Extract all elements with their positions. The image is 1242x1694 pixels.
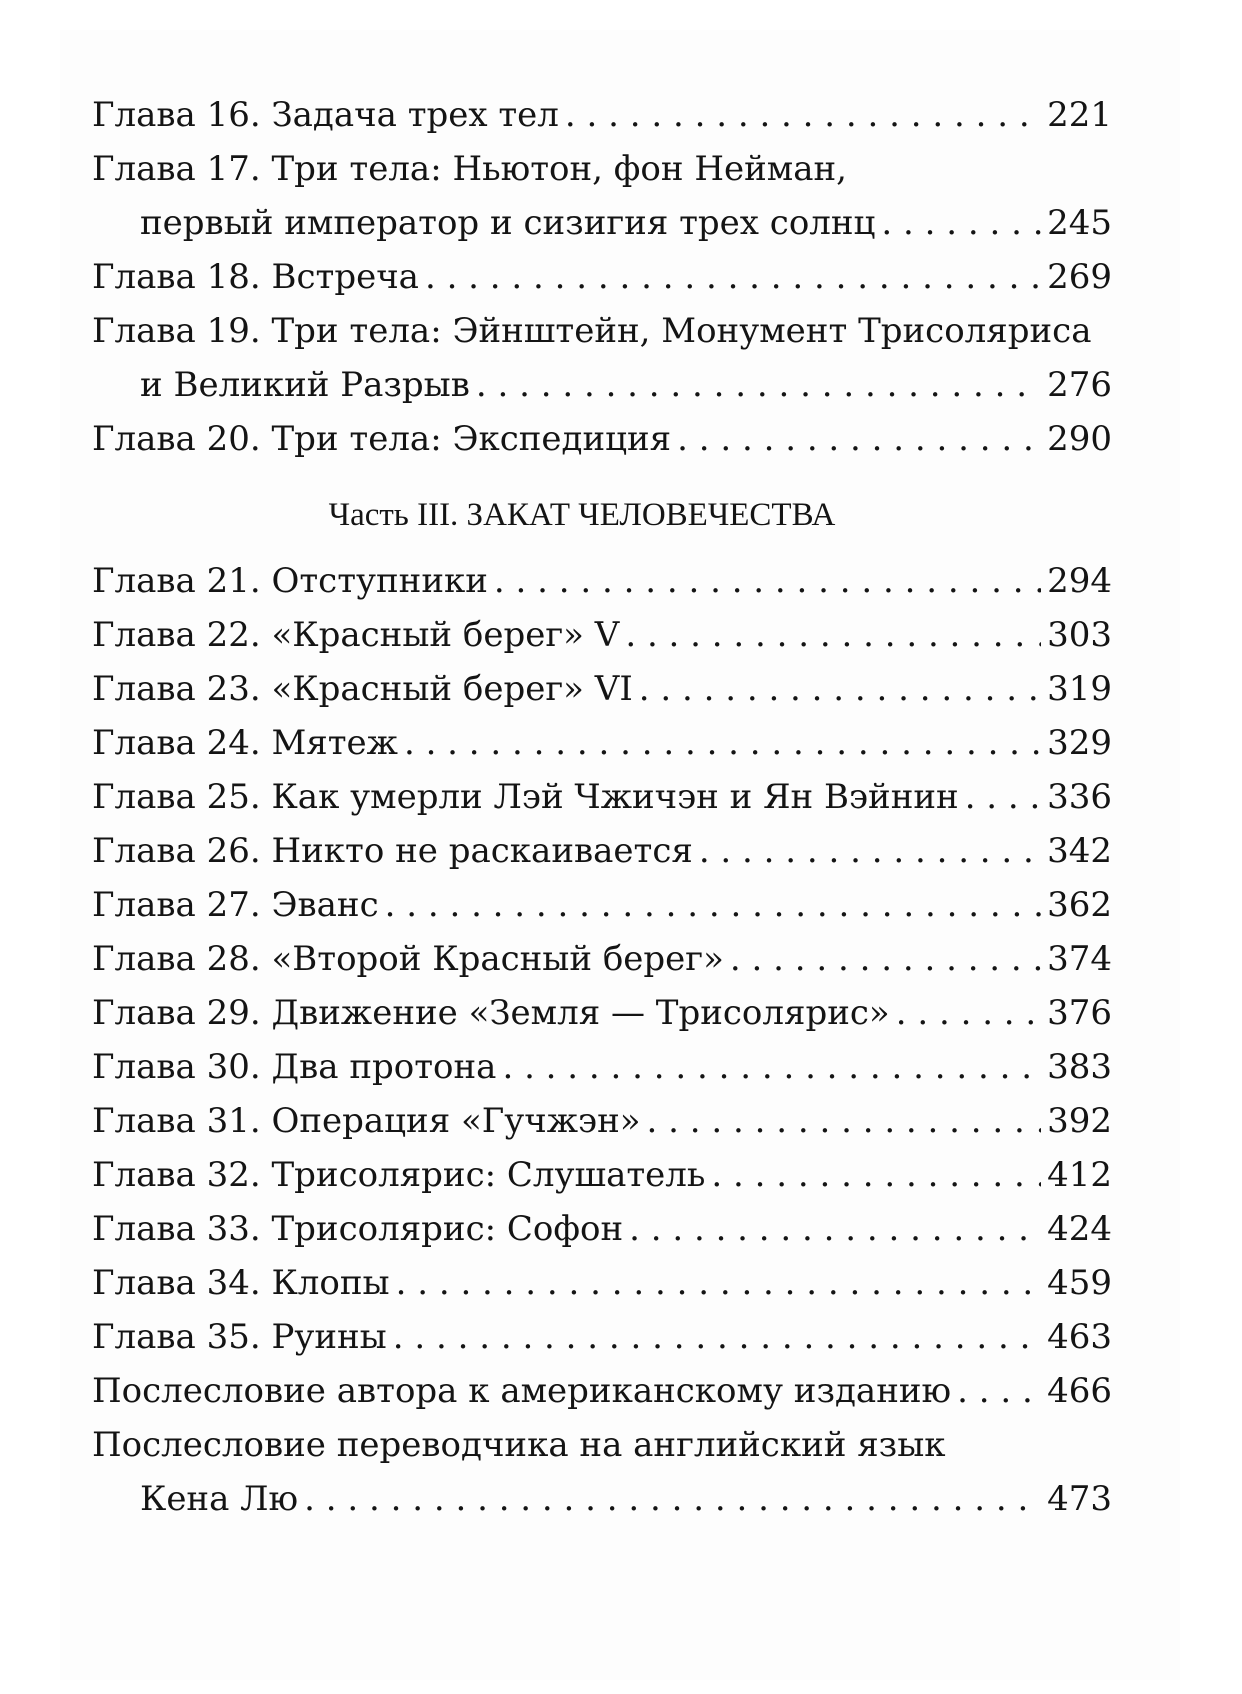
toc-entry (92, 88, 1112, 142)
dot-leader (699, 824, 1041, 878)
toc-entry (92, 824, 1112, 878)
toc-entry-line (92, 88, 1112, 142)
toc-entry (92, 1148, 1112, 1202)
toc-page-number: 290 (1047, 419, 1112, 459)
toc-entry-line (92, 554, 1112, 608)
toc-entry-line (92, 1040, 1112, 1094)
toc-entry-line (92, 608, 1112, 662)
toc-entry (92, 1310, 1112, 1364)
toc-page-number: 336 (1047, 777, 1112, 817)
dot-leader (396, 1256, 1042, 1310)
toc-entry-line (92, 304, 1112, 358)
toc-entry-title: Глава 32. Трисолярис: Слушатель (92, 1155, 706, 1195)
toc-entry (92, 932, 1112, 986)
toc-entry (92, 1040, 1112, 1094)
toc-page-number: 473 (1047, 1479, 1112, 1519)
toc-entry-line (92, 1364, 1112, 1418)
toc-page-number: 412 (1047, 1155, 1112, 1195)
dot-leader (711, 1148, 1041, 1202)
dot-leader (730, 932, 1041, 986)
toc-entry-title: Послесловие переводчика на английский язык (92, 1425, 946, 1465)
toc-entry-line (92, 1418, 1112, 1472)
toc-entry-line (92, 250, 1112, 304)
toc-page-number: 463 (1047, 1317, 1112, 1357)
toc-page-number: 383 (1047, 1047, 1112, 1087)
dot-leader (629, 1202, 1041, 1256)
toc-entry (92, 1364, 1112, 1418)
dot-leader (476, 358, 1041, 412)
dot-leader (881, 196, 1041, 250)
toc-page-number: 245 (1047, 203, 1112, 243)
toc-entry (92, 1202, 1112, 1256)
toc-entry-title: Глава 16. Задача трех тел (92, 95, 559, 135)
toc-entry (92, 1418, 1112, 1526)
dot-leader (647, 1094, 1042, 1148)
toc-entry (92, 554, 1112, 608)
toc-entry-title: Глава 23. «Красный берег» VI (92, 669, 633, 709)
toc-page-number: 459 (1047, 1263, 1112, 1303)
toc-page-number: 329 (1047, 723, 1112, 763)
dot-leader (393, 1310, 1041, 1364)
toc-entry-line (92, 1202, 1112, 1256)
toc-section-after (92, 554, 1112, 1526)
toc-section-before (92, 88, 1112, 466)
toc-entry-title: и Великий Разрыв (140, 365, 470, 405)
toc-entry-line (92, 1094, 1112, 1148)
dot-leader (425, 250, 1041, 304)
toc-page-number: 342 (1047, 831, 1112, 871)
toc-page-number: 424 (1047, 1209, 1112, 1249)
toc-page-number: 392 (1047, 1101, 1112, 1141)
toc-entry-line (92, 716, 1112, 770)
toc-entry-line (92, 662, 1112, 716)
toc-entry-title: Глава 33. Трисолярис: Софон (92, 1209, 624, 1249)
toc-entry (92, 878, 1112, 932)
part-heading: Часть III. ЗАКАТ ЧЕЛОВЕЧЕСТВА (328, 497, 836, 533)
dot-leader (639, 662, 1041, 716)
toc-entry-line (92, 1148, 1112, 1202)
dot-leader (502, 1040, 1041, 1094)
toc-page-number: 374 (1047, 939, 1112, 979)
dot-leader (677, 412, 1041, 466)
table-of-contents (92, 88, 1112, 1526)
toc-entry-title: Глава 24. Мятеж (92, 723, 398, 763)
toc-entry (92, 1256, 1112, 1310)
toc-entry (92, 716, 1112, 770)
toc-entry (92, 1094, 1112, 1148)
toc-entry-line (92, 824, 1112, 878)
toc-entry-title: Глава 34. Клопы (92, 1263, 390, 1303)
toc-page-number: 269 (1047, 257, 1112, 297)
toc-page-number: 221 (1047, 95, 1112, 135)
toc-entry (92, 662, 1112, 716)
toc-entry-line (92, 1310, 1112, 1364)
toc-entry-title: Кена Лю (140, 1479, 299, 1519)
toc-entry-title: Глава 27. Эванс (92, 885, 379, 925)
toc-page-number: 466 (1047, 1371, 1112, 1411)
toc-page-number: 303 (1047, 615, 1112, 655)
toc-entry (92, 986, 1112, 1040)
dot-leader (896, 986, 1041, 1040)
dot-leader (494, 554, 1041, 608)
toc-entry-title: первый император и сизигия трех солнц (140, 203, 876, 243)
toc-entry-title: Глава 25. Как умерли Лэй Чжичэн и Ян Вэйнин (92, 777, 959, 817)
toc-entry-line (92, 770, 1112, 824)
toc-entry (92, 304, 1112, 412)
toc-entry-title: Глава 29. Движение «Земля — Трисолярис» (92, 993, 890, 1033)
dot-leader (565, 88, 1041, 142)
toc-entry-title: Глава 35. Руины (92, 1317, 387, 1357)
toc-entry-line (92, 142, 1112, 196)
toc-page-number: 294 (1047, 561, 1112, 601)
toc-entry-line (92, 412, 1112, 466)
toc-entry-title: Глава 18. Встреча (92, 257, 419, 297)
toc-entry-title: Глава 19. Три тела: Эйнштейн, Монумент Трисоляриса (92, 311, 1092, 351)
toc-entry-line (92, 1256, 1112, 1310)
toc-page-number: 376 (1047, 993, 1112, 1033)
toc-entry (92, 412, 1112, 466)
toc-entry-line (92, 932, 1112, 986)
toc-entry (92, 250, 1112, 304)
toc-entry-line (92, 358, 1112, 412)
toc-entry-line (92, 196, 1112, 250)
dot-leader (957, 1364, 1041, 1418)
toc-entry (92, 142, 1112, 250)
toc-entry-title: Глава 20. Три тела: Экспедиция (92, 419, 672, 459)
toc-entry-title: Глава 28. «Второй Красный берег» (92, 939, 724, 979)
toc-entry-line (92, 986, 1112, 1040)
toc-entry (92, 770, 1112, 824)
toc-entry-line (92, 1472, 1112, 1526)
toc-entry-title: Послесловие автора к американскому изданию (92, 1371, 952, 1411)
toc-entry-title: Глава 22. «Красный берег» V (92, 615, 620, 655)
toc-entry-title: Глава 21. Отступники (92, 561, 488, 601)
toc-page-number: 362 (1047, 885, 1112, 925)
toc-entry-title: Глава 30. Два протона (92, 1047, 497, 1087)
toc-entry-title: Глава 31. Операция «Гучжэн» (92, 1101, 641, 1141)
dot-leader (404, 716, 1041, 770)
toc-page-number: 319 (1047, 669, 1112, 709)
dot-leader (385, 878, 1041, 932)
toc-entry-title: Глава 26. Никто не раскаивается (92, 831, 693, 871)
dot-leader (965, 770, 1041, 824)
toc-page-number: 276 (1047, 365, 1112, 405)
toc-entry (92, 608, 1112, 662)
dot-leader (304, 1472, 1041, 1526)
dot-leader (625, 608, 1041, 662)
toc-entry-title: Глава 17. Три тела: Ньютон, фон Нейман, (92, 149, 847, 189)
toc-entry-line (92, 878, 1112, 932)
